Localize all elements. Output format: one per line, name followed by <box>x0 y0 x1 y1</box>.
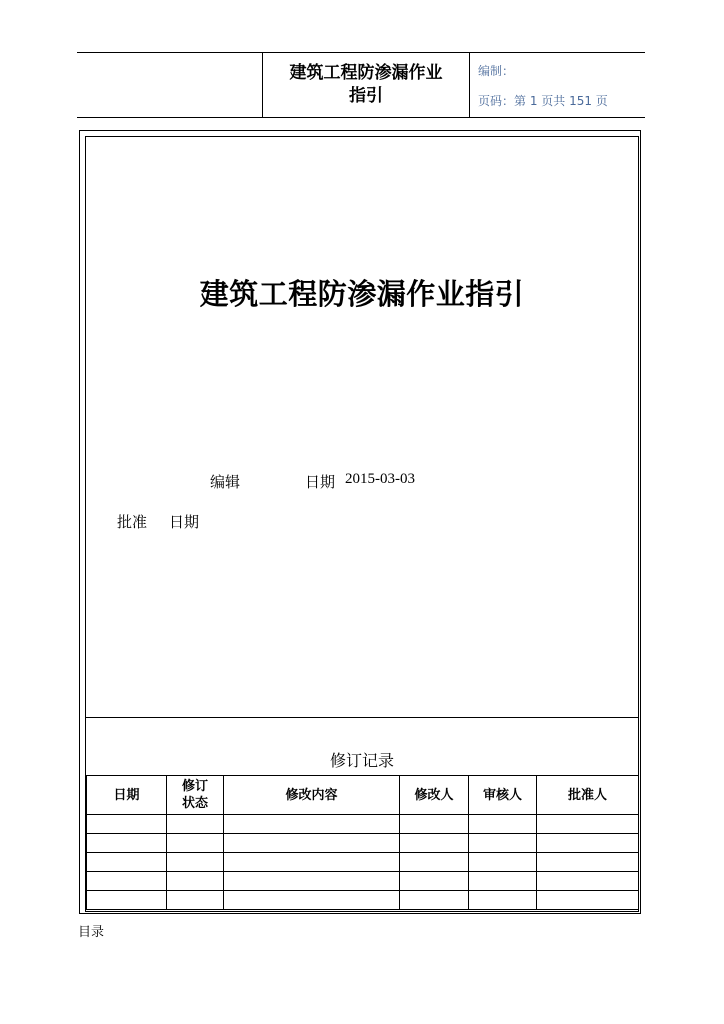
header-page-number: 页码：第 1 页共 151 页 <box>478 94 608 108</box>
revision-record-title: 修订记录 <box>329 751 394 770</box>
col-header-reviewer: 审核人 <box>469 776 537 815</box>
cover-frame-separator <box>85 717 639 718</box>
table-cell <box>400 872 469 891</box>
table-cell <box>537 891 639 910</box>
table-cell <box>87 815 167 834</box>
approver-label: 批准 <box>117 513 148 531</box>
table-cell <box>167 815 224 834</box>
table-cell <box>469 872 537 891</box>
table-cell <box>469 834 537 853</box>
table-row <box>87 872 639 891</box>
table-cell <box>224 815 400 834</box>
date-label: 日期 <box>305 473 336 491</box>
revision-table-header <box>87 776 639 815</box>
table-cell <box>224 834 400 853</box>
header-title-line2: 指引 <box>349 85 383 106</box>
table-cell <box>469 853 537 872</box>
header-title <box>263 52 469 117</box>
table-cell <box>167 891 224 910</box>
header-edit-label: 编制： <box>478 64 515 78</box>
col-header-modifier: 修改人 <box>400 776 469 815</box>
table-cell <box>469 815 537 834</box>
table-cell <box>224 872 400 891</box>
table-cell <box>224 853 400 872</box>
table-cell <box>167 853 224 872</box>
approve-date-label: 日期 <box>169 513 200 531</box>
col-header-date: 日期 <box>87 776 167 815</box>
table-cell <box>167 872 224 891</box>
col-header-revision-status-text: 修订 状态 <box>181 779 208 811</box>
date-value: 2015-03-03 <box>345 471 415 487</box>
table-cell <box>400 834 469 853</box>
table-cell <box>224 891 400 910</box>
table-cell <box>537 834 639 853</box>
table-cell <box>87 891 167 910</box>
table-row <box>87 815 639 834</box>
revision-table <box>86 775 639 910</box>
table-cell <box>469 891 537 910</box>
table-row <box>87 853 639 872</box>
col-header-approver: 批准人 <box>537 776 639 815</box>
table-cell <box>87 853 167 872</box>
col-header-content: 修改内容 <box>224 776 400 815</box>
footer-toc-label: 目录 <box>78 924 105 939</box>
col-header-revision-status <box>167 776 224 815</box>
revision-table-body <box>87 815 639 910</box>
table-cell <box>537 853 639 872</box>
table-row <box>87 834 639 853</box>
header-divider-right <box>469 52 470 117</box>
header-title-line1: 建筑工程防渗漏作业 <box>289 62 443 83</box>
editor-label: 编辑 <box>210 473 241 491</box>
table-row <box>87 891 639 910</box>
table-cell <box>87 834 167 853</box>
header-bottom-rule <box>77 117 645 118</box>
document-title: 建筑工程防渗漏作业指引 <box>199 277 525 311</box>
table-cell <box>537 872 639 891</box>
table-cell <box>537 815 639 834</box>
table-cell <box>400 891 469 910</box>
table-cell <box>400 853 469 872</box>
table-cell <box>87 872 167 891</box>
table-cell <box>400 815 469 834</box>
table-cell <box>167 834 224 853</box>
